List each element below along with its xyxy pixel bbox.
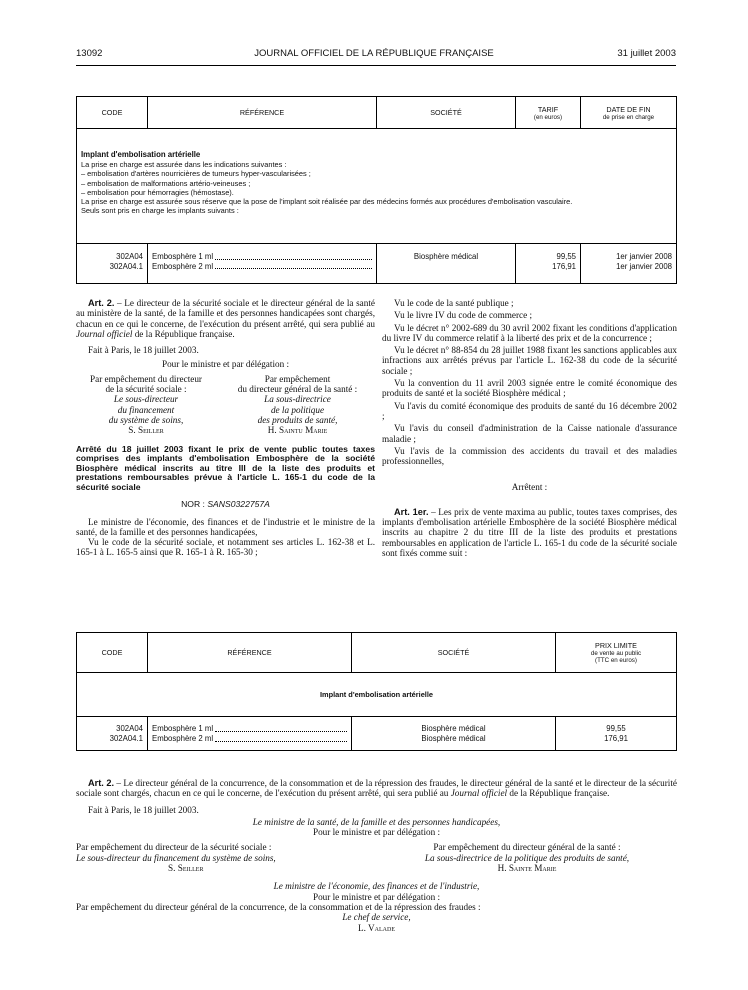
col-prix: PRIX LIMITE de vente au public (TTC en euros)	[556, 633, 677, 673]
bottom-section	[76, 778, 677, 933]
signature-right: Par empêchement du directeur général de la santé : La sous-directrice de la politique des produits de santé, H. Sainte Marie	[424, 842, 630, 874]
col-tarif: TARIF (en euros)	[516, 97, 581, 129]
ministre-economie: Le ministre de l'économie, des finances et de l'industrie,	[273, 881, 480, 892]
col-date: DATE DE FIN de prise en charge	[581, 97, 677, 129]
intro-paragraph: Le ministre de l'économie, des finances et de l'industrie et le ministre de la santé, de la famille et des personnes handicapées,	[76, 516, 375, 537]
signatures	[76, 842, 677, 873]
vu-paragraph: Vu la convention du 11 avril 2003 signée entre le comité économique des produits de santé et la société Biosphère médical ;	[382, 378, 677, 399]
fait-a-paris: Fait à Paris, le 18 juillet 2003.	[88, 345, 199, 356]
section-title: Implant d'embolisation artérielle	[77, 673, 677, 717]
left-column	[76, 298, 375, 558]
signature-right: Par empêchement du directeur général de la santé : La sous-directrice de la politique des produits de santé, H. Saintu Marie	[237, 373, 358, 436]
dgccrf-line: Par empêchement du directeur général de la concurrence, de la consommation et de la répression des fraudes :	[76, 901, 481, 912]
col-code: CODE	[77, 633, 148, 673]
signature-left: Par empêchement du directeur de la sécurité sociale : Le sous-directeur du financement du système de soins, S. Seiller	[76, 842, 276, 874]
vu-paragraph: Vu le décret n° 2002-689 du 30 avril 2002 fixant les conditions d'application du livre IV du commerce relatif à la liberté des prix et de la concurrence ;	[382, 322, 677, 343]
ministre-sante: Le ministre de la santé, de la famille et des personnes handicapées,	[252, 816, 501, 827]
fait-a-paris: Fait à Paris, le 18 juillet 2003.	[88, 804, 199, 815]
right-column	[382, 298, 677, 558]
tariff-table	[76, 96, 677, 284]
vu-paragraph: Vu le code de la santé publique ;	[394, 298, 514, 308]
arretent: Arrêtent :	[511, 482, 548, 493]
vu-paragraph: Vu le livre IV du code de commerce ;	[394, 310, 533, 321]
col-reference: RÉFÉRENCE	[148, 633, 352, 673]
section-block	[77, 129, 677, 244]
art1-paragraph: Art. 1er. – Les prix de vente maxima au public, toutes taxes comprises, des implants d'embolisation artérielle Embosphère de la société Biosphère médical inscrits au chapitre 2 du titre III de la liste des produits et prestations remboursables en application de l'article L. 165-1 du code de la sécurité sociale sont fixés comme suit :	[382, 506, 677, 558]
section-lines: La prise en charge est assurée dans les indications suivantes : – embolisation d'artères nourricières de tumeurs hyper-vascularisées ; – embolisation de malformations artério-veineuses ; – embolisation pour hémorragies (hémostase). La prise en charge est assurée sous réserve que la pose de l'implant soit réalisée par des médecins formés aux procédures d'embolisation vasculaire. Seuls sont pris en charge les implants suivants :	[81, 160, 573, 216]
art2-paragraph: Art. 2. – Le directeur de la sécurité sociale et le directeur général de la santé au ministère de la santé, de la famille et des personnes handicapées sont chargés, chacun en ce qui le concerne, de l'exécution du présent arrêté, qui sera publié au Journal officiel de la République française.	[76, 298, 375, 339]
header-rule	[76, 65, 676, 66]
signatory-name: L. Valade	[357, 922, 395, 933]
arrete-title: Arrêté du 18 juillet 2003 fixant le prix de vente public toutes taxes comprises des implants d'embolisation Embosphère de la société Biosphère médical inscrits au titre III de la liste des produits et prestations remboursables prévue à l'article L. 165-1 du code de la sécurité sociale	[76, 443, 375, 492]
table-row: 302A04 302A04.1 Embosphère 1 ml Embosphère 2 ml Biosphère médical 99,55 176,91 1er janvier 2008 1er janvier 2008	[77, 244, 677, 284]
signature-left: Par empêchement du directeur de la sécurité sociale : Le sous-directeur du financement du système de soins, S. Seiller	[90, 373, 202, 436]
table-row: 302A04 302A04.1 Embosphère 1 ml Embosphère 2 ml Biosphère médical Biosphère médical 99,55 176,91	[77, 717, 677, 751]
price-table	[76, 632, 677, 751]
col-societe: SOCIÉTÉ	[352, 633, 556, 673]
vu-paragraph: Vu l'avis de la commission des accidents du travail et des maladies professionnelles,	[382, 445, 677, 467]
vu-paragraph: Vu le décret n° 88-854 du 28 juillet 1988 fixant les sanctions applicables aux infractions aux arrêtés prévus par l'article L. 162-38 du code de la sécurité sociale ;	[382, 345, 677, 376]
col-reference: RÉFÉRENCE	[148, 97, 377, 129]
chef-de-service: Le chef de service,	[342, 912, 411, 923]
vu-paragraph: Vu l'avis du conseil d'administration de la Caisse nationale d'assurance maladie ;	[382, 423, 677, 444]
page-number: 13092	[76, 48, 103, 59]
vu-paragraph: Vu l'avis du comité économique des produits de santé du 16 décembre 2002 ;	[382, 400, 677, 421]
pour-ministre: Pour le ministre et par délégation :	[161, 359, 290, 370]
signatures	[76, 374, 375, 436]
nor-reference: NOR : SANS0322757A	[181, 498, 270, 509]
journal-title: JOURNAL OFFICIEL DE LA RÉPUBLIQUE FRANÇAISE	[254, 48, 494, 59]
pour-ministre: Pour le ministre et par délégation :	[312, 891, 441, 902]
art2-paragraph: Art. 2. – Le directeur général de la concurrence, de la consommation et de la répression des fraudes, le directeur général de la santé et le directeur de la sécurité sociale sont chargés, chacun en ce qui le concerne, de l'exécution du présent arrêté, qui sera publié au Journal officiel de la République française.	[76, 778, 677, 799]
col-code: CODE	[77, 97, 148, 129]
col-societe: SOCIÉTÉ	[377, 97, 516, 129]
pour-ministre: Pour le ministre et par délégation :	[312, 827, 441, 838]
section-title: Implant d'embolisation artérielle	[81, 150, 201, 159]
header-date: 31 juillet 2003	[617, 48, 676, 59]
vu-paragraph: Vu le code de la sécurité sociale, et notamment ses articles L. 162-38 et L. 165-1 à L. 165-5 ainsi que R. 165-1 à R. 165-30 ;	[76, 537, 375, 558]
